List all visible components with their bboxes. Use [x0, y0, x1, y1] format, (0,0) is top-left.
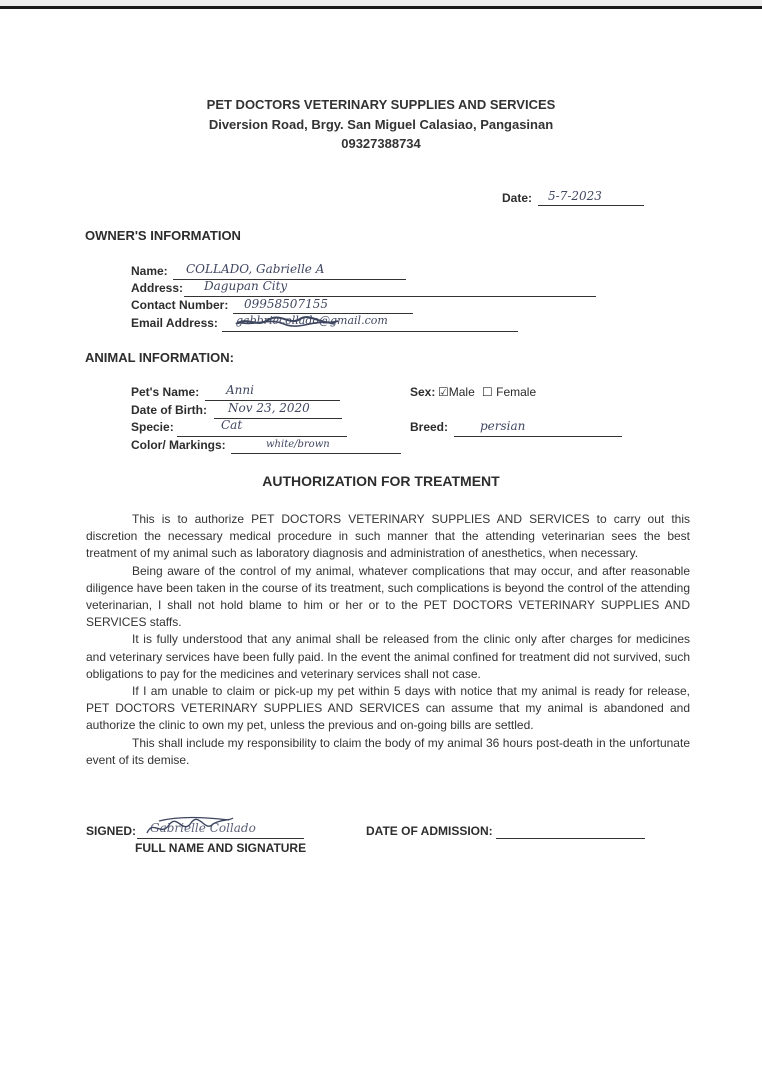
authorization-paragraph-2: Being aware of the control of my animal, whatever complications that may occur, and after reasonable diligence have been taken in the course of its treatment, such complications is beyond the control of the attending veterinarian, I shall not hold blame to him or her or to the PET DOCTORS VETERINARY SUPPLIES AND SERVICES staffs. [86, 563, 690, 630]
specie-value: Cat [221, 418, 243, 432]
company-name: PET DOCTORS VETERINARY SUPPLIES AND SERVICES [206, 97, 556, 112]
document-page [0, 6, 762, 1080]
specie-label: Specie: [131, 420, 174, 434]
authorization-body [86, 511, 690, 769]
authorization-paragraph-5: This shall include my responsibility to claim the body of my animal 36 hours post-death in the unfortunate event of its demise. [86, 735, 690, 767]
email-strikethrough-scribble [234, 314, 342, 330]
breed-line [454, 436, 622, 437]
owner-email-label: Email Address: [131, 316, 218, 330]
color-markings-value: white/brown [266, 439, 330, 450]
authorization-paragraph-3: It is fully understood that any animal shall be released from the clinic only after charges for medicines and veterinary services have been fully paid. In the event the animal confined for treatment did not survived, such obligations to pay for the medicines and veterinary services shall not case. [86, 632, 690, 681]
authorization-paragraph-1: This is to authorize PET DOCTORS VETERINARY SUPPLIES AND SERVICES to carry out this discretion the necessary medical procedure in such manner that the attending veterinarian sees the best treatment of my animal such as laboratory diagnosis and administration of anesthetics, when necessary. [86, 512, 690, 561]
color-markings-label: Color/ Markings: [131, 438, 226, 452]
dob-value: Nov 23, 2020 [228, 401, 310, 415]
unchecked-box-icon: ☐ [482, 385, 493, 399]
pet-name-value: Anni [226, 383, 254, 397]
sex-female-option[interactable] [482, 385, 536, 399]
owner-email-value: gabbriecollado@gmail.com [236, 314, 388, 327]
sex-male-label: Male [448, 385, 475, 399]
date-value: 5-7-2023 [548, 189, 602, 203]
company-address: Diversion Road, Brgy. San Miguel Calasiao, Pangasinan [208, 117, 554, 132]
specie-line [177, 436, 347, 437]
signed-label: SIGNED: [86, 824, 137, 838]
owner-name-label: Name: [131, 264, 168, 278]
owner-contact-value: 09958507155 [244, 297, 328, 311]
authorization-paragraph-4: If I am unable to claim or pick-up my pet within 5 days with notice that my animal is ready for release, PET DOCTORS VETERINARY SUPPLIES AND SERVICES can assume that my animal is abandoned and authorize the clinic to own my pet, unless the previous and on-going bills are settled. [86, 684, 690, 733]
signature-value: Gabrielle Collado [150, 821, 256, 835]
sex-female-label: Female [496, 385, 537, 399]
owner-section-title: OWNER'S INFORMATION [85, 228, 241, 243]
signature-caption: FULL NAME AND SIGNATURE [135, 841, 307, 855]
owner-address-value: Dagupan City [204, 279, 288, 293]
owner-contact-label: Contact Number: [131, 298, 229, 312]
date-line [538, 205, 644, 206]
owner-email-line [222, 331, 518, 332]
date-of-admission-label: DATE OF ADMISSION: [366, 824, 493, 838]
breed-label: Breed: [410, 420, 449, 434]
authorization-title: AUTHORIZATION FOR TREATMENT [262, 473, 500, 489]
sex-male-option[interactable] [438, 385, 475, 399]
owner-address-label: Address: [131, 281, 184, 295]
pet-name-label: Pet's Name: [131, 385, 200, 399]
sex-label: Sex: [410, 385, 436, 399]
date-of-admission-line [496, 838, 645, 839]
breed-value: persian [480, 419, 526, 433]
owner-name-value: COLLADO, Gabrielle A [186, 262, 325, 276]
company-phone: 09327388734 [341, 136, 421, 151]
checked-box-icon: ☑ [438, 385, 449, 399]
dob-label: Date of Birth: [131, 403, 207, 417]
color-markings-line [231, 453, 401, 454]
animal-section-title: ANIMAL INFORMATION: [85, 350, 234, 365]
date-label: Date: [502, 191, 533, 205]
